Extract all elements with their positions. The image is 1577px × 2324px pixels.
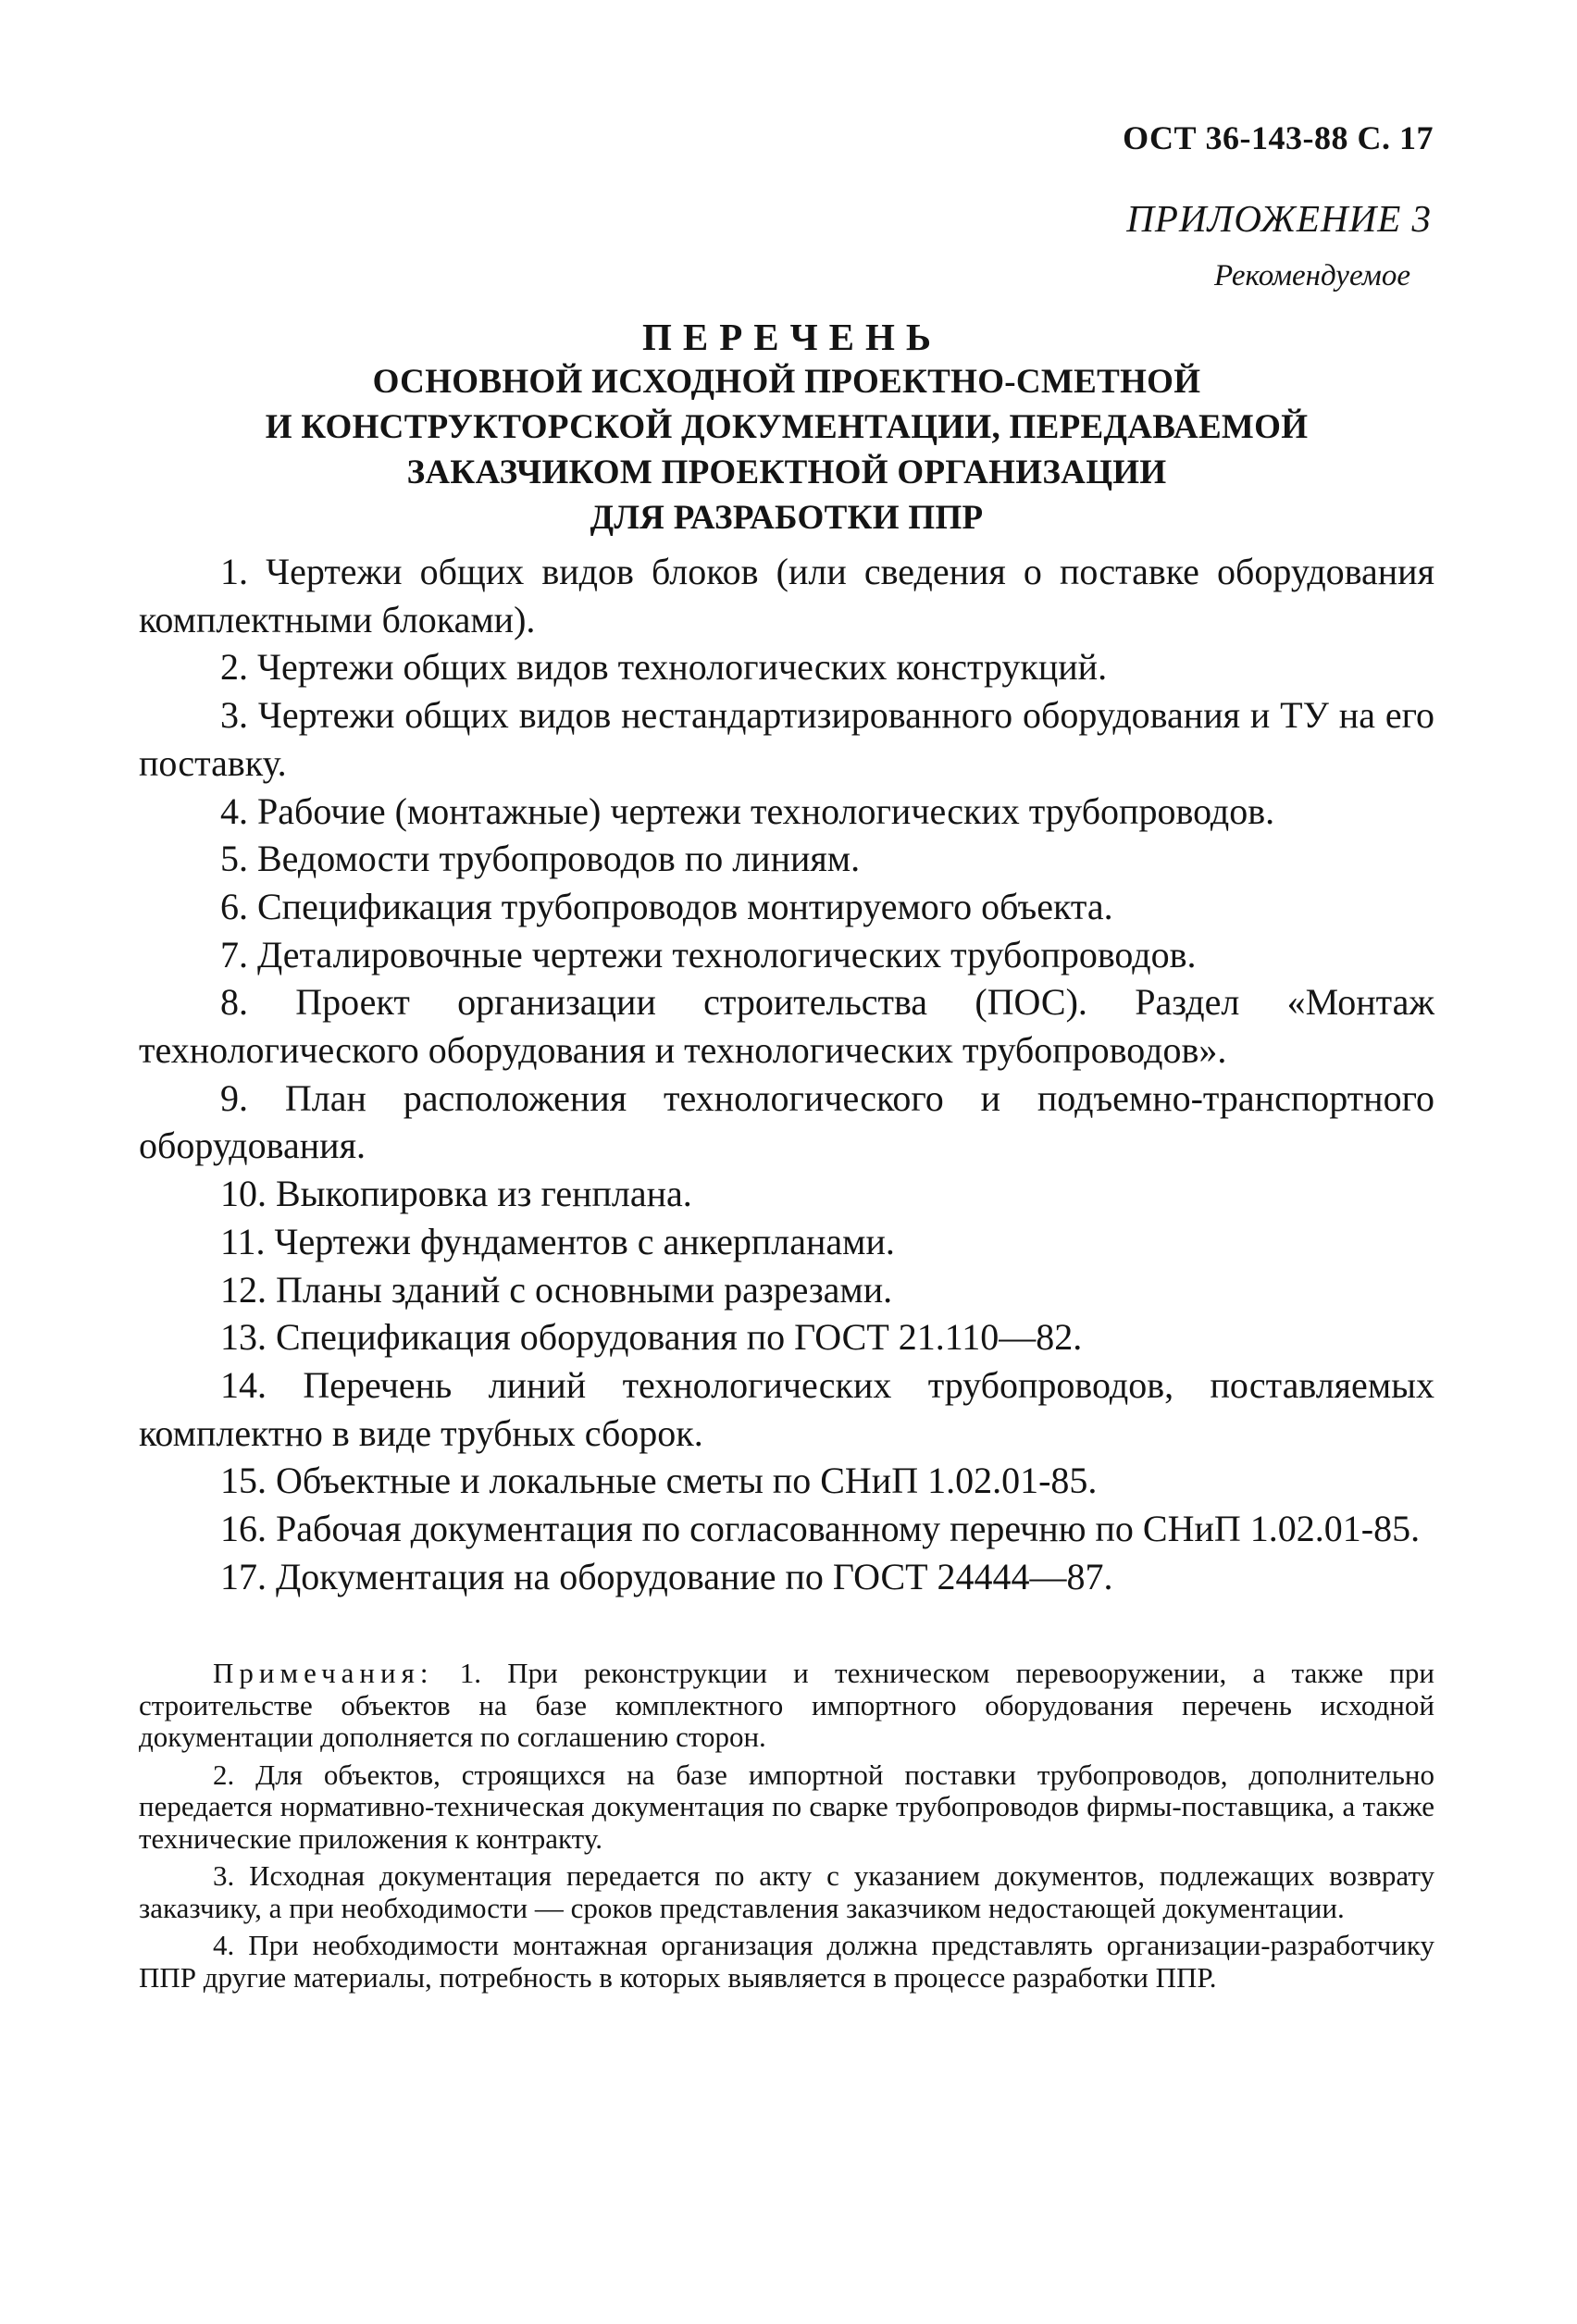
document-code: ОСТ 36-143-88 С. 17 — [1123, 119, 1434, 156]
list-item: 16. Рабочая документация по согласованному перечню по СНиП 1.02.01-85. — [220, 1508, 1421, 1550]
note-item: 3. Исходная документация передается по акту с указанием документов, подлежащих возврату заказчику, а при необходимости — сроков представления заказчиком недостающей документации. — [139, 1859, 1434, 1924]
appendix-label: ПРИЛОЖЕНИЕ 3 — [1126, 197, 1432, 240]
note-item — [139, 1658, 1434, 1754]
notes-label: Примечания: — [213, 1657, 434, 1689]
note-item: 4. При необходимости монтажная организация должна представлять организации-разработчику ППР другие материалы, потребность в которых выявляется в процессе разработки ППР. — [139, 1929, 1434, 1994]
notes-section — [139, 1658, 1434, 1999]
document-title — [139, 315, 1434, 541]
list-item: 11. Чертежи фундаментов с анкерпланами. — [220, 1220, 895, 1262]
appendix-status: Рекомендуемое — [1213, 259, 1410, 292]
title-line: ДЛЯ РАЗРАБОТКИ ППР — [590, 499, 984, 537]
title-word: ПЕРЕЧЕНЬ — [641, 316, 943, 358]
list-item: 6. Спецификация трубопроводов монтируемого объекта. — [220, 885, 1113, 927]
list-item: 9. План расположения технологического и подъемно-транспортного оборудования. — [139, 1076, 1434, 1167]
list-item: 8. Проект организации строительства (ПОС). Раздел «Монтаж технологического оборудования и технологических трубопроводов». — [139, 981, 1434, 1072]
list-item: 13. Спецификация оборудования по ГОСТ 21.110—82. — [220, 1316, 1083, 1359]
list-item: 5. Ведомости трубопроводов по линиям. — [220, 838, 861, 880]
title-line: ОСНОВНОЙ ИСХОДНОЙ ПРОЕКТНО-СМЕТНОЙ — [372, 363, 1201, 401]
list-item: 12. Планы зданий с основными разрезами. — [220, 1268, 893, 1311]
list-item: 14. Перечень линий технологических трубопроводов, поставляемых комплектно в виде трубных сборок. — [139, 1363, 1434, 1454]
title-line: ЗАКАЗЧИКОМ ПРОЕКТНОЙ ОРГАНИЗАЦИИ — [406, 454, 1167, 491]
note-item: 2. Для объектов, строящихся на базе импортной поставки трубопроводов, дополнительно передается нормативно-техническая документация по сварке трубопроводов фирмы-поставщика, а также технические приложения к контракту. — [139, 1758, 1434, 1855]
list-item: 3. Чертежи общих видов нестандартизированного оборудования и ТУ на его поставку. — [139, 694, 1434, 784]
list-item: 10. Выкопировка из генплана. — [220, 1173, 692, 1215]
title-line: И КОНСТРУКТОРСКОЙ ДОКУМЕНТАЦИИ, ПЕРЕДАВАЕМОЙ — [265, 408, 1309, 446]
list-item: 15. Объектные и локальные сметы по СНиП 1.02.01-85. — [220, 1460, 1098, 1502]
list-item: 17. Документация на оборудование по ГОСТ 24444—87. — [220, 1555, 1113, 1597]
note-text: 1. При реконструкции и техническом перевооружении, а также при строительстве объектов на базе комплектного импортного оборудования перечень исходной документации дополняется по соглашению сторон. — [139, 1657, 1434, 1753]
list-item: 7. Деталировочные чертежи технологических трубопроводов. — [220, 933, 1197, 976]
list-item: 2. Чертежи общих видов технологических конструкций. — [220, 646, 1108, 689]
list-item: 4. Рабочие (монтажные) чертежи технологических трубопроводов. — [220, 789, 1275, 832]
document-list — [139, 548, 1434, 1600]
list-item: 1. Чертежи общих видов блоков (или сведения о поставке оборудования комплектными блоками). — [139, 551, 1434, 640]
